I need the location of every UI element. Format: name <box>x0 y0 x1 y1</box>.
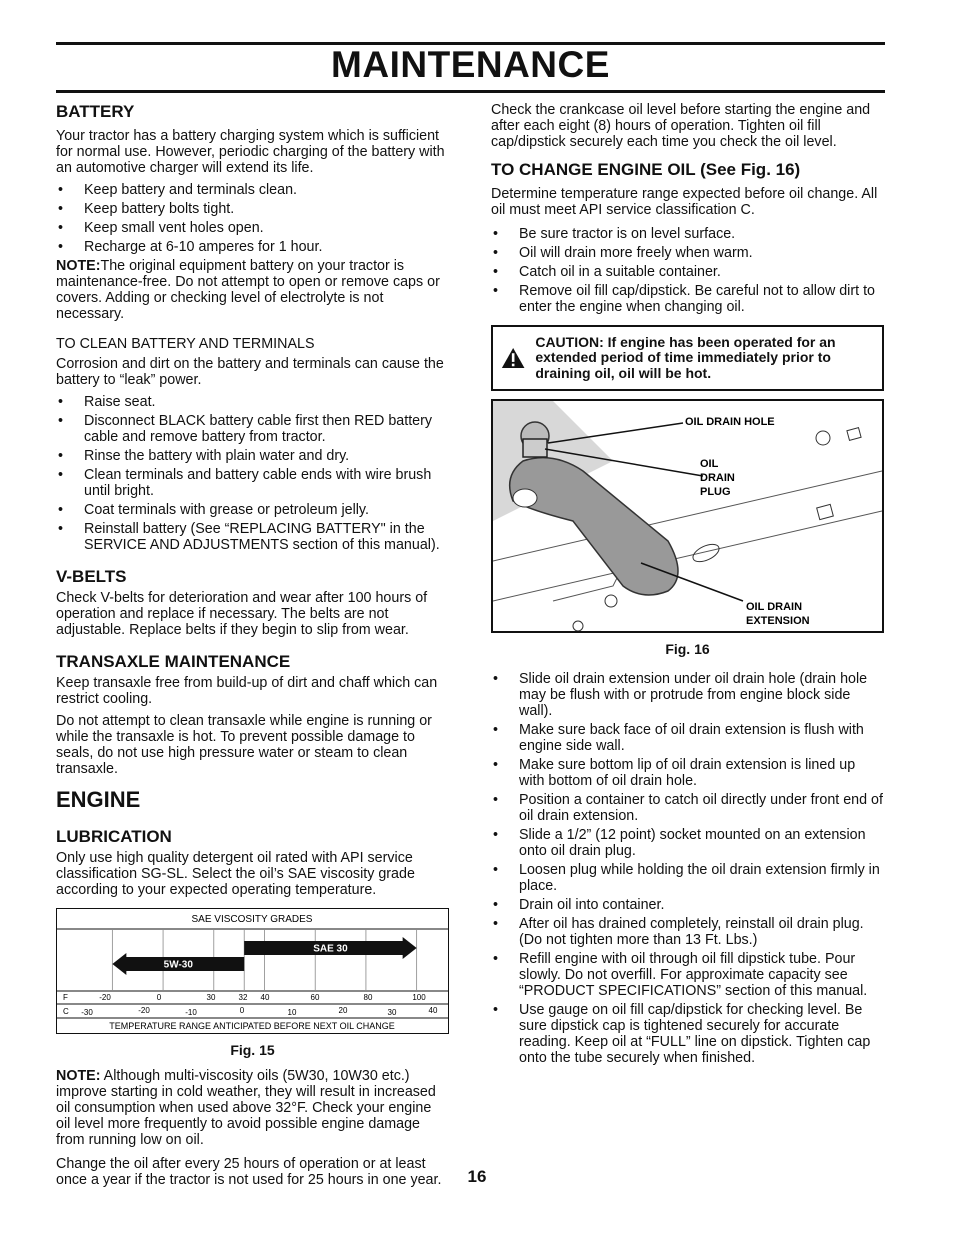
c-tick-label: -30 <box>81 1008 93 1017</box>
oil-drain-hole-label: OIL DRAIN HOLE <box>685 416 775 428</box>
warning-icon <box>501 333 525 383</box>
f-tick-label: 32 <box>238 993 248 1002</box>
oil-check-text: Check the crankcase oil level before starting the engine and after each eight (8) hours of operation. Tighten oil fill cap/dipstick securely each time you check the oil level. <box>491 102 871 150</box>
oil-drain-extension-label: OIL DRAIN EXTENSION <box>746 601 810 627</box>
left-column <box>56 100 449 1194</box>
caution-box <box>491 325 884 391</box>
oil-drain-figure <box>491 399 884 633</box>
vbelts-heading: V-BELTS <box>56 567 127 586</box>
chart-xlabel: TEMPERATURE RANGE ANTICIPATED BEFORE NEXT OIL CHANGE <box>109 1021 395 1031</box>
viscosity-chart <box>56 908 449 1034</box>
list-item: • Rinse the battery with plain water and dry. <box>56 448 449 464</box>
list-item: • Coat terminals with grease or petroleum jelly. <box>56 502 449 518</box>
caution-text: CAUTION: If engine has been operated for an extended period of time immediately prior to draining oil, oil will be hot. <box>535 333 836 381</box>
note-label: NOTE: <box>56 258 101 274</box>
fig16-caption: Fig. 16 <box>665 641 710 657</box>
f-tick-label: 40 <box>260 993 270 1002</box>
note-label: NOTE: <box>56 1068 101 1084</box>
list-item: • Keep small vent holes open. <box>56 220 449 236</box>
right-column <box>491 100 884 1069</box>
c-tick-label: 30 <box>387 1008 397 1017</box>
clean-battery-intro: Corrosion and dirt on the battery and terminals can cause the battery to “leak” power. <box>56 356 444 388</box>
list-item: • Remove oil fill cap/dipstick. Be careful not to allow dirt to enter the engine when changing oil. <box>491 283 884 315</box>
multiviscosity-note <box>56 1068 449 1148</box>
f-label: F <box>63 993 68 1002</box>
f-tick-label: -20 <box>99 993 111 1002</box>
c-tick-label: 10 <box>287 1008 297 1017</box>
transaxle-text-1: Keep transaxle free from build-up of dirt and chaff which can restrict cooling. <box>56 675 438 707</box>
fig15-caption: Fig. 15 <box>230 1042 275 1058</box>
list-item: • Catch oil in a suitable container. <box>491 264 884 280</box>
list-item: • Reinstall battery (See “REPLACING BATTERY" in the SERVICE AND ADJUSTMENTS section of this manual). <box>56 521 449 553</box>
f-tick-label: 80 <box>363 993 373 1002</box>
range-bar-label: SAE 30 <box>313 943 348 955</box>
list-item: • Drain oil into container. <box>491 897 884 913</box>
c-tick-label: 20 <box>338 1006 348 1015</box>
chart-title: SAE VISCOSITY GRADES <box>191 914 313 925</box>
c-tick-label: 0 <box>239 1006 245 1015</box>
oil-change-interval: Change the oil after every 25 hours of operation or at least once a year if the tractor is not used for 25 hours in one year. <box>56 1156 442 1188</box>
battery-heading: BATTERY <box>56 102 135 121</box>
f-tick-label: 100 <box>412 993 426 1002</box>
f-tick-label: 30 <box>206 993 216 1002</box>
page-title: MAINTENANCE <box>331 44 610 85</box>
c-tick-label: -20 <box>138 1006 150 1015</box>
list-item: • Clean terminals and battery cable ends with wire brush until bright. <box>56 467 449 499</box>
list-item: • Slide a 1/2” (12 point) socket mounted on an extension onto oil drain plug. <box>491 827 884 859</box>
lubrication-heading: LUBRICATION <box>56 827 172 846</box>
list-item: • Oil will drain more freely when warm. <box>491 245 884 261</box>
change-oil-heading: TO CHANGE ENGINE OIL (See Fig. 16) <box>491 160 801 179</box>
header-rule-bottom <box>56 90 885 93</box>
list-item: • Be sure tractor is on level surface. <box>491 226 884 242</box>
change-oil-intro: Determine temperature range expected before oil change. All oil must meet API service classification C. <box>491 186 878 218</box>
clean-battery-bullets <box>56 394 449 553</box>
c-label: C <box>63 1007 69 1016</box>
f-tick-label: 60 <box>310 993 320 1002</box>
oil-drain-illustration <box>493 401 882 631</box>
f-tick-label: 0 <box>156 993 162 1002</box>
list-item: • Keep battery and terminals clean. <box>56 182 449 198</box>
transaxle-heading: TRANSAXLE MAINTENANCE <box>56 652 291 671</box>
list-item: • Disconnect BLACK battery cable first then RED battery cable and remove battery from tractor. <box>56 413 449 445</box>
battery-note <box>56 258 449 322</box>
list-item: • Slide oil drain extension under oil drain hole (drain hole may be flush with or protrude from engine block side wall). <box>491 671 884 719</box>
lubrication-text: Only use high quality detergent oil rated with API service classification SG-SL. Select the oil’s SAE viscosity grade according to your expected operating temperature. <box>56 850 415 898</box>
change-oil-bullets <box>491 226 884 315</box>
list-item: • After oil has drained completely, reinstall oil drain plug. (Do not tighten more than 13 Ft. Lbs.) <box>491 916 884 948</box>
list-item: • Make sure back face of oil drain extension is flush with engine side wall. <box>491 722 884 754</box>
oil-change-steps <box>491 671 884 1066</box>
oil-drain-plug-label: OIL DRAIN PLUG <box>700 458 735 498</box>
list-item: • Keep battery bolts tight. <box>56 201 449 217</box>
clean-battery-heading: TO CLEAN BATTERY AND TERMINALS <box>56 336 315 352</box>
list-item: • Recharge at 6-10 amperes for 1 hour. <box>56 239 449 255</box>
range-bar-label: 5W-30 <box>163 959 193 971</box>
list-item: • Loosen plug while holding the oil drain extension firmly in place. <box>491 862 884 894</box>
c-tick-label: 40 <box>428 1006 438 1015</box>
transaxle-text-2: Do not attempt to clean transaxle while engine is running or while the transaxle is hot. To prevent possible damage to seals, do not use high pressure water or steam to clean transaxle. <box>56 713 432 777</box>
c-tick-label: -10 <box>185 1008 197 1017</box>
list-item: • Raise seat. <box>56 394 449 410</box>
engine-heading: ENGINE <box>56 787 141 812</box>
battery-intro: Your tractor has a battery charging system which is sufficient for normal use. However, periodic charging of the battery with an automotive charger will extend its life. <box>56 128 445 176</box>
list-item: • Use gauge on oil fill cap/dipstick for checking level. Be sure dipstick cap is tightened securely for accurate reading. Keep oil at “FULL” line on dipstick. Tighten cap onto the tube securely when finished. <box>491 1002 884 1066</box>
page-number: 16 <box>467 1167 487 1186</box>
list-item: • Position a container to catch oil directly under front end of oil drain extension. <box>491 792 884 824</box>
list-item: • Refill engine with oil through oil fill dipstick tube. Pour slowly. Do not overfill. For approximate capacity see “PRODUCT SPECIFICATIONS” section of this manual. <box>491 951 884 999</box>
list-item: • Make sure bottom lip of oil drain extension is lined up with bottom of oil drain hole. <box>491 757 884 789</box>
battery-bullets <box>56 182 449 255</box>
viscosity-chart-svg <box>57 909 448 1033</box>
vbelts-text: Check V-belts for deterioration and wear after 100 hours of operation and replace if necessary. The belts are not adjustable. Replace belts if they begin to slip from wear. <box>56 590 428 638</box>
note-text: The original equipment battery on your tractor is maintenance-free. Do not attempt to open or remove caps or covers. Adding or checking level of electrolyte is not necessary. <box>56 258 440 322</box>
note-text: Although multi-viscosity oils (5W30, 10W30 etc.) improve starting in cold weather, they will result in increased oil consumption when used above 32°F. Check your engine oil level more frequently to avoid possible engine damage from running low on oil. <box>56 1068 436 1148</box>
